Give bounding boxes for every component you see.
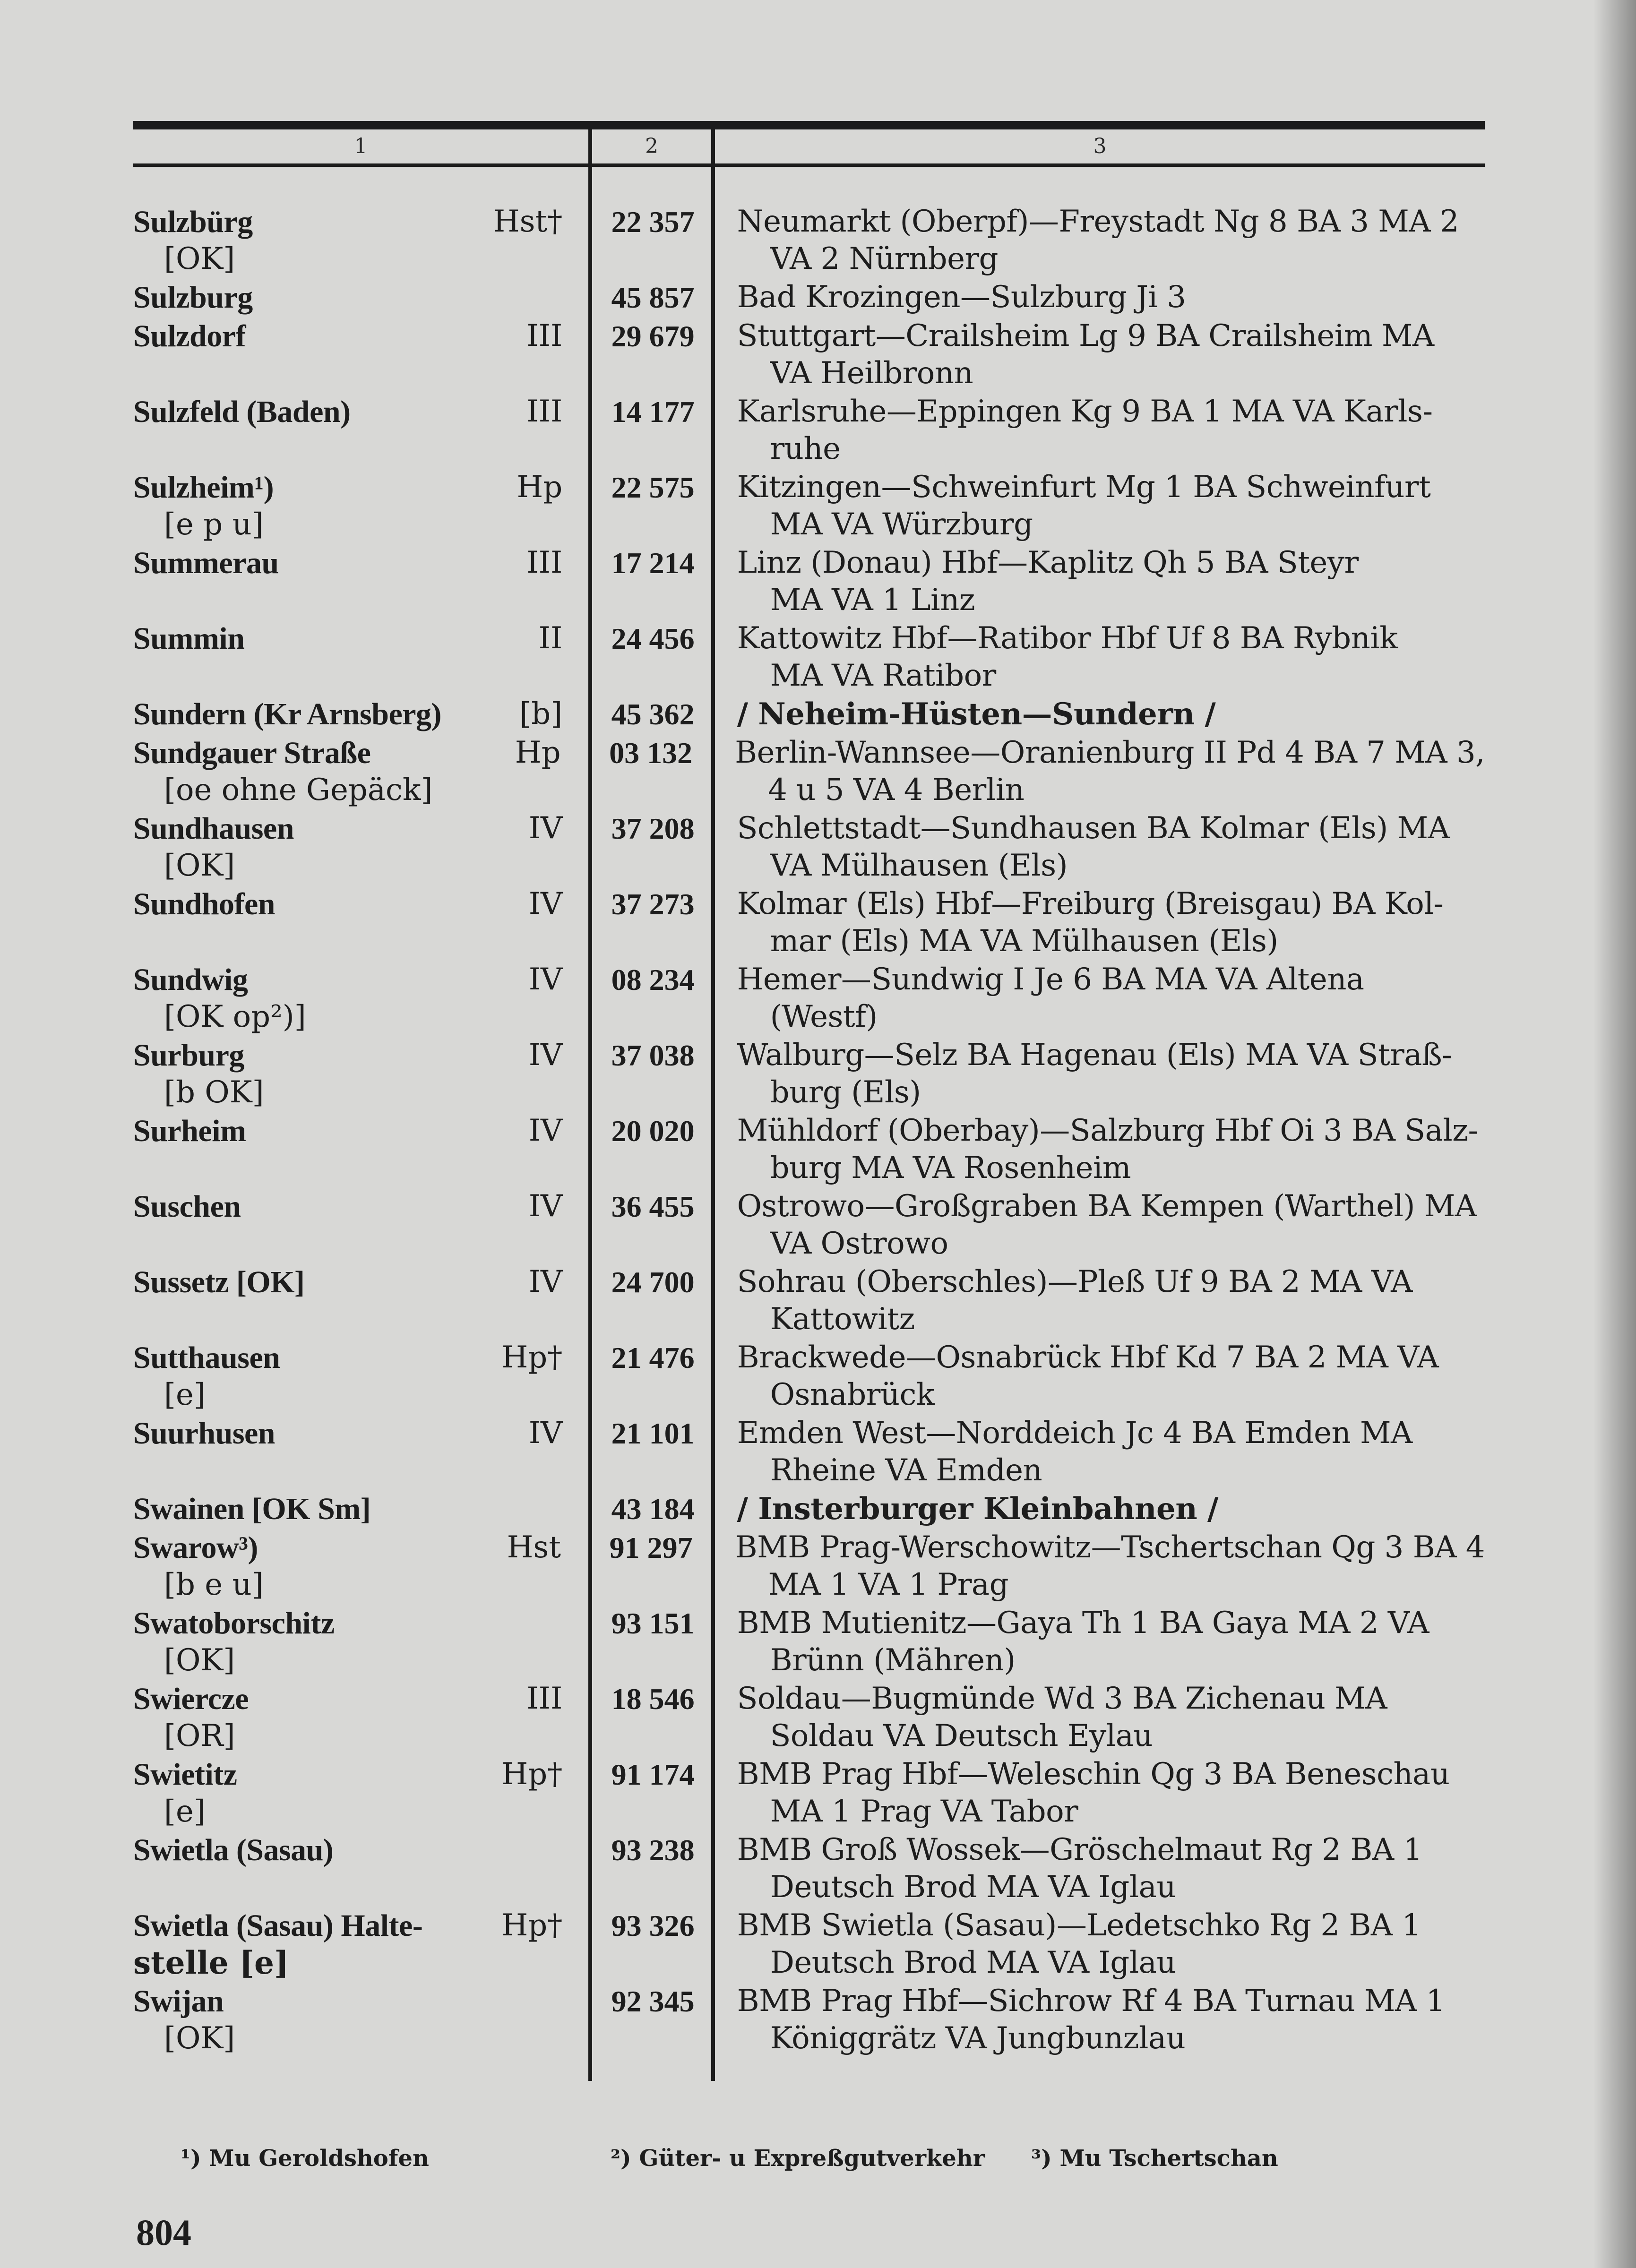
station-number: 92 345: [611, 1984, 695, 2018]
route-cell: [717, 1490, 1485, 1529]
station-name: Swatoborschitz: [133, 1606, 335, 1641]
table-row: [133, 1188, 1485, 1263]
station-class: Hp†: [501, 1908, 563, 1943]
route-line: MA 1 Prag VA Tabor: [770, 1794, 1078, 1829]
footnote-2: ²) Güter- u Expreßgutverkehr: [611, 2145, 985, 2172]
table-row: [133, 810, 1485, 885]
station-name: Swarow³): [133, 1530, 258, 1565]
station-cell: [133, 734, 586, 810]
station-number: 91 297: [609, 1531, 693, 1564]
route-line: / Insterburger Kleinbahnen /: [737, 1491, 1218, 1527]
station-remark: [OK]: [164, 2021, 235, 2056]
station-cell: [133, 1263, 587, 1339]
station-name: Swietla (Sasau): [133, 1833, 334, 1867]
station-number: 43 184: [611, 1492, 695, 1526]
route-cell: [717, 696, 1485, 734]
route-line: Ostrowo—Großgraben BA Kempen (Warthel) MA: [737, 1189, 1477, 1224]
route-line: VA Heilbronn: [770, 356, 973, 391]
route-line: (Westf): [770, 999, 878, 1034]
station-cell: [133, 469, 587, 544]
station-cell: [133, 279, 587, 318]
station-remark: [OK]: [164, 1643, 235, 1678]
station-number: 03 132: [609, 736, 693, 770]
route-line: Hemer—Sundwig I Je 6 BA MA VA Altena: [737, 962, 1364, 997]
route-cell: [717, 1415, 1485, 1490]
station-number: 08 234: [611, 963, 695, 997]
station-cell: [133, 1188, 587, 1263]
route-cell: [717, 1983, 1485, 2058]
station-name: Surheim: [133, 1114, 246, 1148]
route-line: BMB Prag-Werschowitz—Tschertschan Qg 3 BA 4: [735, 1530, 1485, 1565]
route-line: BMB Swietla (Sasau)—Ledetschko Rg 2 BA 1: [737, 1908, 1421, 1943]
route-cell: [715, 1529, 1485, 1605]
route-line: Kolmar (Els) Hbf—Freiburg (Breisgau) BA Kol-: [737, 886, 1444, 921]
station-name: Sundern (Kr Arnsberg): [133, 697, 442, 731]
route-cell: [717, 203, 1485, 279]
table-row: [133, 1756, 1485, 1831]
route-line: BMB Mutienitz—Gaya Th 1 BA Gaya MA 2 VA: [737, 1606, 1429, 1641]
station-number: 91 174: [611, 1758, 695, 1791]
station-class: III: [526, 318, 563, 353]
route-line: 4 u 5 VA 4 Berlin: [768, 773, 1025, 808]
station-cell: [133, 318, 587, 393]
route-cell: [717, 318, 1485, 393]
station-number: 29 679: [611, 319, 695, 353]
station-name: Sussetz [OK]: [133, 1265, 305, 1299]
station-remark: [b OK]: [164, 1075, 264, 1110]
station-number: 21 101: [611, 1417, 695, 1450]
route-line: Karlsruhe—Eppingen Kg 9 BA 1 MA VA Karls-: [737, 394, 1433, 429]
station-remark: [e]: [164, 1377, 206, 1412]
route-cell: [717, 1756, 1485, 1831]
route-line: Kitzingen—Schweinfurt Mg 1 BA Schweinfurt: [737, 470, 1431, 505]
route-cell: [717, 885, 1485, 961]
station-cell: [133, 885, 587, 961]
station-cell: [133, 620, 587, 696]
station-name: Sulzbürg: [133, 205, 253, 239]
route-line: VA Ostrowo: [770, 1226, 948, 1261]
station-cell: [133, 544, 587, 620]
station-number: 37 038: [611, 1039, 695, 1072]
station-cell: [133, 810, 587, 885]
table-row: [133, 885, 1485, 961]
route-line: burg MA VA Rosenheim: [770, 1151, 1131, 1186]
station-remark: stelle [e]: [133, 1944, 289, 1981]
table-row: [133, 1263, 1485, 1339]
station-number: 18 546: [611, 1682, 695, 1716]
station-number: 22 575: [611, 471, 695, 504]
station-class: Hp: [517, 470, 563, 505]
station-name: Sulzburg: [133, 280, 253, 315]
station-cell: [133, 1490, 587, 1529]
station-remark: [e p u]: [164, 507, 264, 542]
table-row: [133, 620, 1485, 696]
station-class: IV: [528, 1038, 563, 1073]
station-class: IV: [528, 1189, 563, 1224]
station-remark: [oe ohne Gepäck]: [164, 773, 433, 808]
route-line: Soldau—Bugmünde Wd 3 BA Zichenau MA: [737, 1681, 1387, 1716]
station-cell: [133, 1415, 587, 1490]
route-line: / Neheim-Hüsten—Sundern /: [737, 696, 1216, 732]
station-number: 14 177: [611, 395, 695, 429]
station-name: Swijan: [133, 1984, 224, 2019]
station-remark: [OK]: [164, 848, 235, 883]
table-row: [133, 1983, 1485, 2058]
route-line: Soldau VA Deutsch Eylau: [770, 1718, 1153, 1753]
route-line: VA 2 Nürnberg: [770, 241, 999, 276]
station-remark: [e]: [164, 1794, 206, 1829]
station-cell: [133, 696, 587, 734]
station-cell: [133, 1907, 587, 1983]
station-name: Sulzfeld (Baden): [133, 395, 351, 429]
table-row: [133, 318, 1485, 393]
station-cell: [133, 1339, 587, 1415]
station-remark: [OR]: [164, 1718, 235, 1753]
route-line: MA VA Ratibor: [770, 658, 996, 693]
table-row: [133, 1415, 1485, 1490]
route-cell: [717, 1605, 1485, 1680]
station-number: 93 238: [611, 1833, 695, 1867]
route-line: Kattowitz: [770, 1302, 915, 1337]
station-remark: [OK]: [164, 241, 235, 276]
station-number: 21 476: [611, 1341, 695, 1375]
table-row: [133, 469, 1485, 544]
station-number: 45 857: [611, 281, 695, 314]
station-name: Swiercze: [133, 1682, 249, 1716]
route-cell: [717, 469, 1485, 544]
station-remark: [OK op²)]: [164, 999, 306, 1034]
station-name: Sundhausen: [133, 811, 294, 846]
station-number: 20 020: [611, 1114, 695, 1148]
header-rule: [133, 163, 1485, 167]
route-line: Linz (Donau) Hbf—Kaplitz Qh 5 BA Steyr: [737, 545, 1359, 580]
station-name: Sulzdorf: [133, 319, 246, 353]
station-number: 37 273: [611, 887, 695, 921]
station-class: Hp†: [501, 1340, 563, 1375]
route-cell: [717, 1112, 1485, 1188]
station-class: IV: [528, 886, 563, 921]
route-line: Schlettstadt—Sundhausen BA Kolmar (Els) MA: [737, 811, 1450, 846]
station-name: Swietitz: [133, 1757, 237, 1792]
station-cell: [133, 393, 587, 469]
table-row: [133, 544, 1485, 620]
route-line: Berlin-Wannsee—Oranienburg II Pd 4 BA 7 MA 3,: [735, 735, 1485, 770]
page-edge-shadow: [1593, 0, 1636, 2268]
route-line: Emden West—Norddeich Jc 4 BA Emden MA: [737, 1416, 1412, 1451]
station-name: Sundwig: [133, 962, 248, 997]
footnote-1: ¹) Mu Geroldshofen: [181, 2145, 429, 2172]
table-row: [133, 1490, 1485, 1529]
route-line: mar (Els) MA VA Mülhausen (Els): [770, 924, 1278, 959]
table-row: [133, 1339, 1485, 1415]
route-cell: [717, 620, 1485, 696]
route-line: Kattowitz Hbf—Ratibor Hbf Uf 8 BA Rybnik: [737, 621, 1398, 656]
station-cell: [133, 961, 587, 1037]
route-line: Bad Krozingen—Sulzburg Ji 3: [737, 280, 1186, 315]
table-row: [133, 1112, 1485, 1188]
route-line: Brackwede—Osnabrück Hbf Kd 7 BA 2 MA VA: [737, 1340, 1439, 1375]
route-cell: [717, 544, 1485, 620]
station-cell: [133, 1037, 587, 1112]
station-name: Summin: [133, 621, 245, 656]
route-cell: [715, 734, 1485, 810]
route-cell: [717, 961, 1485, 1037]
station-class: IV: [528, 1416, 563, 1451]
route-cell: [717, 1680, 1485, 1756]
station-cell: [133, 1983, 587, 2058]
route-cell: [717, 1188, 1485, 1263]
station-cell: [133, 1605, 587, 1680]
column-header-1: 1: [354, 134, 368, 158]
route-cell: [717, 810, 1485, 885]
station-name: Suschen: [133, 1189, 241, 1224]
station-number: 93 151: [611, 1606, 695, 1640]
station-class: III: [526, 1681, 563, 1716]
station-name: Suurhusen: [133, 1416, 276, 1451]
station-number: 37 208: [611, 812, 695, 845]
table-row: [133, 1680, 1485, 1756]
route-line: Stuttgart—Crailsheim Lg 9 BA Crailsheim MA: [737, 318, 1434, 353]
station-class: Hp†: [501, 1757, 563, 1792]
route-line: VA Mülhausen (Els): [770, 848, 1068, 883]
station-name: Sundgauer Straße: [133, 736, 371, 770]
station-number: 45 362: [611, 697, 695, 731]
route-line: BMB Prag Hbf—Sichrow Rf 4 BA Turnau MA 1: [737, 1984, 1445, 2019]
station-cell: [133, 1756, 587, 1831]
station-name: Summerau: [133, 546, 279, 580]
station-class: IV: [528, 811, 563, 846]
station-class: Hst: [507, 1530, 561, 1565]
route-line: Rheine VA Emden: [770, 1453, 1042, 1488]
route-line: burg (Els): [770, 1075, 921, 1110]
top-rule: [133, 121, 1485, 129]
footnotes: [133, 2145, 1485, 2174]
route-line: Osnabrück: [770, 1377, 935, 1412]
table-row: [133, 203, 1485, 279]
station-name: Sulzheim¹): [133, 470, 274, 505]
route-line: Neumarkt (Oberpf)—Freystadt Ng 8 BA 3 MA 2: [737, 204, 1459, 239]
route-line: Deutsch Brod MA VA Iglau: [770, 1870, 1176, 1905]
route-line: ruhe: [770, 431, 841, 466]
route-line: Brünn (Mähren): [770, 1643, 1016, 1678]
table-row: [133, 1831, 1485, 1907]
column-header-3: 3: [1093, 134, 1107, 158]
table-row: [133, 696, 1485, 734]
station-cell: [133, 1831, 587, 1907]
station-name: Swietla (Sasau) Halte-: [133, 1908, 423, 1943]
station-number: 24 700: [611, 1265, 695, 1299]
station-number: 22 357: [611, 205, 695, 239]
station-number: 36 455: [611, 1190, 695, 1223]
station-cell: [133, 203, 587, 279]
route-line: MA VA 1 Linz: [770, 583, 975, 618]
table-row: [133, 1037, 1485, 1112]
station-class: IV: [528, 1113, 563, 1148]
station-class: IV: [528, 962, 563, 997]
route-cell: [717, 1037, 1485, 1112]
station-name: Sutthausen: [133, 1340, 280, 1375]
page-number: 804: [136, 2212, 191, 2253]
station-name: Surburg: [133, 1038, 244, 1073]
station-remark: [b e u]: [164, 1567, 264, 1602]
route-cell: [717, 1907, 1485, 1983]
route-line: MA VA Würzburg: [770, 507, 1033, 542]
station-number: 17 214: [611, 546, 695, 580]
station-class: Hst†: [493, 204, 563, 239]
route-cell: [717, 1831, 1485, 1907]
table-row: [133, 961, 1485, 1037]
station-cell: [133, 1112, 587, 1188]
route-line: Walburg—Selz BA Hagenau (Els) MA VA Straß-: [737, 1038, 1452, 1073]
route-line: Mühldorf (Oberbay)—Salzburg Hbf Oi 3 BA Salz-: [737, 1113, 1478, 1148]
station-cell: [133, 1680, 587, 1756]
footnote-3: ³) Mu Tschertschan: [1031, 2145, 1278, 2172]
station-table: [133, 203, 1485, 2058]
station-class: IV: [528, 1264, 563, 1299]
table-row: [133, 734, 1485, 810]
column-header-2: 2: [645, 134, 658, 158]
route-cell: [717, 393, 1485, 469]
station-number: 24 456: [611, 622, 695, 655]
station-name: Sundhofen: [133, 887, 276, 921]
table-row: [133, 1605, 1485, 1680]
route-line: BMB Prag Hbf—Weleschin Qg 3 BA Beneschau: [737, 1757, 1450, 1792]
route-line: Königgrätz VA Jungbunzlau: [770, 2021, 1186, 2056]
station-cell: [133, 1529, 586, 1605]
route-cell: [717, 279, 1485, 318]
station-class: II: [538, 621, 563, 656]
station-class: III: [526, 394, 563, 429]
station-number: 93 326: [611, 1909, 695, 1942]
station-class: [b]: [519, 696, 563, 731]
table-row: [133, 1529, 1485, 1605]
route-line: MA 1 VA 1 Prag: [768, 1567, 1009, 1602]
route-line: BMB Groß Wossek—Gröschelmaut Rg 2 BA 1: [737, 1832, 1422, 1867]
station-class: III: [526, 545, 563, 580]
table-row: [133, 279, 1485, 318]
route-line: Deutsch Brod MA VA Iglau: [770, 1945, 1176, 1980]
station-name: Swainen [OK Sm]: [133, 1492, 371, 1526]
route-line: Sohrau (Oberschles)—Pleß Uf 9 BA 2 MA VA: [737, 1264, 1412, 1299]
table-row: [133, 1907, 1485, 1983]
route-cell: [717, 1339, 1485, 1415]
table-row: [133, 393, 1485, 469]
station-class: Hp: [515, 735, 561, 770]
route-cell: [717, 1263, 1485, 1339]
